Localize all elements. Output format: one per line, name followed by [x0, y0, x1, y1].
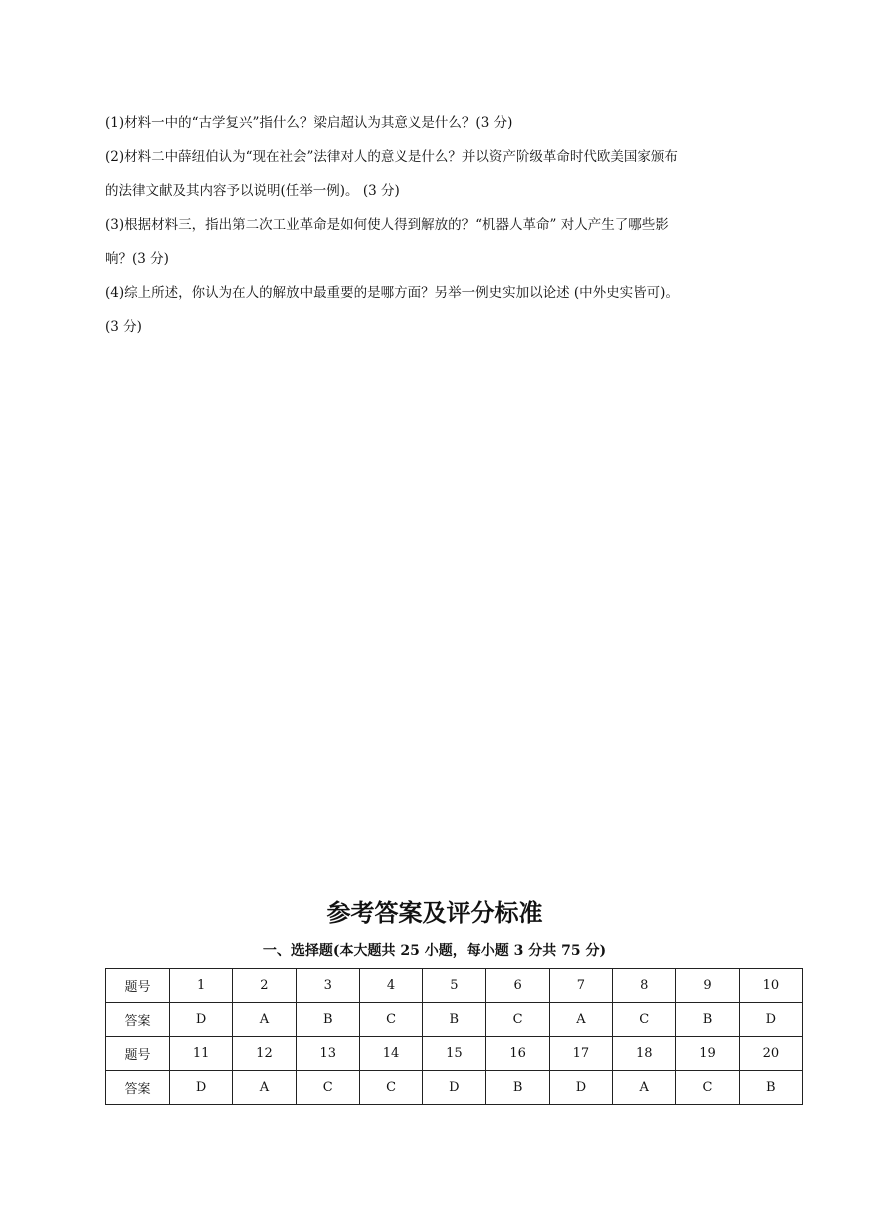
table-cell: D: [423, 1071, 486, 1105]
table-cell: B: [423, 1003, 486, 1037]
table-cell: C: [676, 1071, 739, 1105]
table-cell: B: [739, 1071, 802, 1105]
row-header-cell: 答案: [106, 1003, 170, 1037]
question-4-line-1: (4)综上所述，你认为在人的解放中最重要的是哪方面？另举一例史实加以论述 (中外史实皆可)。: [105, 285, 679, 301]
table-cell: 2: [233, 969, 296, 1003]
table-cell: D: [170, 1003, 233, 1037]
table-cell: 8: [613, 969, 676, 1003]
table-cell: D: [739, 1003, 802, 1037]
question-4-line-2: (3 分): [105, 319, 142, 335]
table-cell: 18: [613, 1037, 676, 1071]
table-cell: D: [549, 1071, 612, 1105]
row-header-cell: 题号: [106, 969, 170, 1003]
answer-table-body: [106, 969, 803, 1105]
table-cell: 9: [676, 969, 739, 1003]
question-1-line: (1)材料一中的“古学复兴”指什么？梁启超认为其意义是什么？(3 分): [105, 115, 513, 131]
table-cell: A: [233, 1071, 296, 1105]
table-cell: D: [170, 1071, 233, 1105]
answer-table: [105, 968, 803, 1105]
question-2-line-2: 的法律文献及其内容予以说明(任举一例)。 (3 分): [105, 183, 400, 199]
table-cell: C: [359, 1071, 422, 1105]
row-header-cell: 题号: [106, 1037, 170, 1071]
table-row: [106, 969, 803, 1003]
table-cell: 10: [739, 969, 802, 1003]
question-2-line-1: (2)材料二中薛纽伯认为“现在社会”法律对人的意义是什么？并以资产阶级革命时代欧美国家颁布: [105, 149, 678, 165]
table-cell: A: [549, 1003, 612, 1037]
table-cell: 17: [549, 1037, 612, 1071]
table-cell: A: [233, 1003, 296, 1037]
table-row: [106, 1003, 803, 1037]
table-cell: 4: [359, 969, 422, 1003]
table-cell: 7: [549, 969, 612, 1003]
table-cell: 3: [296, 969, 359, 1003]
table-cell: 16: [486, 1037, 549, 1071]
table-cell: 1: [170, 969, 233, 1003]
table-cell: 13: [296, 1037, 359, 1071]
question-3-line-2: 响？(3 分): [105, 251, 169, 267]
table-cell: A: [613, 1071, 676, 1105]
table-cell: B: [676, 1003, 739, 1037]
table-cell: 11: [170, 1037, 233, 1071]
question-list: [105, 106, 785, 344]
question-3-line-1: (3)根据材料三，指出第二次工业革命是如何使人得到解放的？“机器人革命” 对人产生了哪些影: [105, 217, 669, 233]
table-row: [106, 1037, 803, 1071]
table-cell: 14: [359, 1037, 422, 1071]
table-cell: C: [613, 1003, 676, 1037]
table-cell: C: [296, 1071, 359, 1105]
table-cell: B: [486, 1071, 549, 1105]
table-cell: 15: [423, 1037, 486, 1071]
table-cell: C: [359, 1003, 422, 1037]
table-cell: 20: [739, 1037, 802, 1071]
answers-subtitle: 一、选择题(本大题共 25 小题，每小题 3 分共 75 分): [262, 943, 607, 959]
answers-title: 参考答案及评分标准: [326, 899, 543, 927]
table-cell: B: [296, 1003, 359, 1037]
table-cell: 5: [423, 969, 486, 1003]
table-cell: 19: [676, 1037, 739, 1071]
row-header-cell: 答案: [106, 1071, 170, 1105]
table-cell: C: [486, 1003, 549, 1037]
table-cell: 6: [486, 969, 549, 1003]
table-row: [106, 1071, 803, 1105]
table-cell: 12: [233, 1037, 296, 1071]
